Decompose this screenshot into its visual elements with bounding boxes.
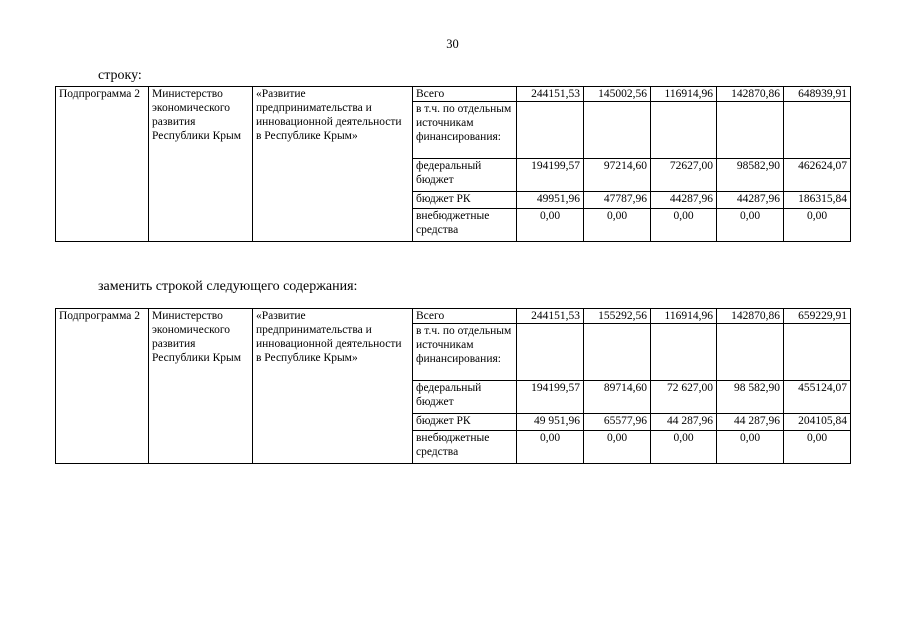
value-cell: 659229,91 [784, 309, 851, 324]
value-cell: 72 627,00 [651, 381, 717, 414]
value-cell: 194199,57 [517, 159, 584, 192]
value-cell: 142870,86 [717, 309, 784, 324]
new-funding-table [55, 308, 851, 464]
value-cell: 244151,53 [517, 87, 584, 102]
value-cell: 49951,96 [517, 192, 584, 209]
value-cell: 72627,00 [651, 159, 717, 192]
value-cell [717, 102, 784, 159]
source-label: бюджет РК [413, 414, 517, 431]
value-cell: 89714,60 [584, 381, 651, 414]
value-cell [717, 324, 784, 381]
value-cell: 98 582,90 [717, 381, 784, 414]
value-cell: 155292,56 [584, 309, 651, 324]
value-cell [784, 324, 851, 381]
value-cell: 142870,86 [717, 87, 784, 102]
value-cell [517, 102, 584, 159]
source-label: внебюджетные средства [413, 209, 517, 242]
source-label: бюджет РК [413, 192, 517, 209]
value-cell [584, 102, 651, 159]
intro-new-row: заменить строкой следующего содержания: [98, 279, 358, 294]
program-cell: Подпрограмма 2 [56, 309, 149, 464]
value-cell: 194199,57 [517, 381, 584, 414]
title-cell: «Развитие предпринимательства и инновационной деятельности в Республике Крым» [253, 309, 413, 464]
value-cell: 244151,53 [517, 309, 584, 324]
value-cell [651, 324, 717, 381]
value-cell: 44287,96 [651, 192, 717, 209]
source-label: в т.ч. по отдельным источникам финансирования: [413, 324, 517, 381]
title-cell: «Развитие предпринимательства и инновационной деятельности в Республике Крым» [253, 87, 413, 242]
executor-cell: Министерство экономического развития Республики Крым [149, 309, 253, 464]
value-cell: 204105,84 [784, 414, 851, 431]
value-cell: 44 287,96 [651, 414, 717, 431]
source-label: федеральный бюджет [413, 159, 517, 192]
table-row [56, 87, 851, 102]
value-cell: 186315,84 [784, 192, 851, 209]
value-cell: 0,00 [717, 431, 784, 464]
value-cell: 47787,96 [584, 192, 651, 209]
source-label: Всего [413, 309, 517, 324]
value-cell: 0,00 [784, 209, 851, 242]
value-cell: 0,00 [784, 431, 851, 464]
value-cell: 0,00 [651, 209, 717, 242]
old-funding-table [55, 86, 851, 242]
value-cell: 44287,96 [717, 192, 784, 209]
value-cell: 97214,60 [584, 159, 651, 192]
value-cell: 0,00 [717, 209, 784, 242]
value-cell: 49 951,96 [517, 414, 584, 431]
value-cell: 0,00 [584, 431, 651, 464]
source-label: внебюджетные средства [413, 431, 517, 464]
value-cell: 116914,96 [651, 309, 717, 324]
source-label: федеральный бюджет [413, 381, 517, 414]
value-cell: 0,00 [651, 431, 717, 464]
value-cell: 0,00 [584, 209, 651, 242]
table-row [56, 309, 851, 324]
value-cell: 44 287,96 [717, 414, 784, 431]
value-cell: 648939,91 [784, 87, 851, 102]
value-cell: 98582,90 [717, 159, 784, 192]
value-cell [517, 324, 584, 381]
value-cell: 116914,96 [651, 87, 717, 102]
executor-cell: Министерство экономического развития Республики Крым [149, 87, 253, 242]
value-cell: 65577,96 [584, 414, 651, 431]
source-label: в т.ч. по отдельным источникам финансирования: [413, 102, 517, 159]
value-cell [651, 102, 717, 159]
source-label: Всего [413, 87, 517, 102]
value-cell: 145002,56 [584, 87, 651, 102]
value-cell [584, 324, 651, 381]
page-number: 30 [446, 37, 459, 51]
value-cell: 0,00 [517, 209, 584, 242]
intro-old-row: строку: [98, 68, 142, 83]
program-cell: Подпрограмма 2 [56, 87, 149, 242]
value-cell: 455124,07 [784, 381, 851, 414]
value-cell: 462624,07 [784, 159, 851, 192]
value-cell [784, 102, 851, 159]
value-cell: 0,00 [517, 431, 584, 464]
